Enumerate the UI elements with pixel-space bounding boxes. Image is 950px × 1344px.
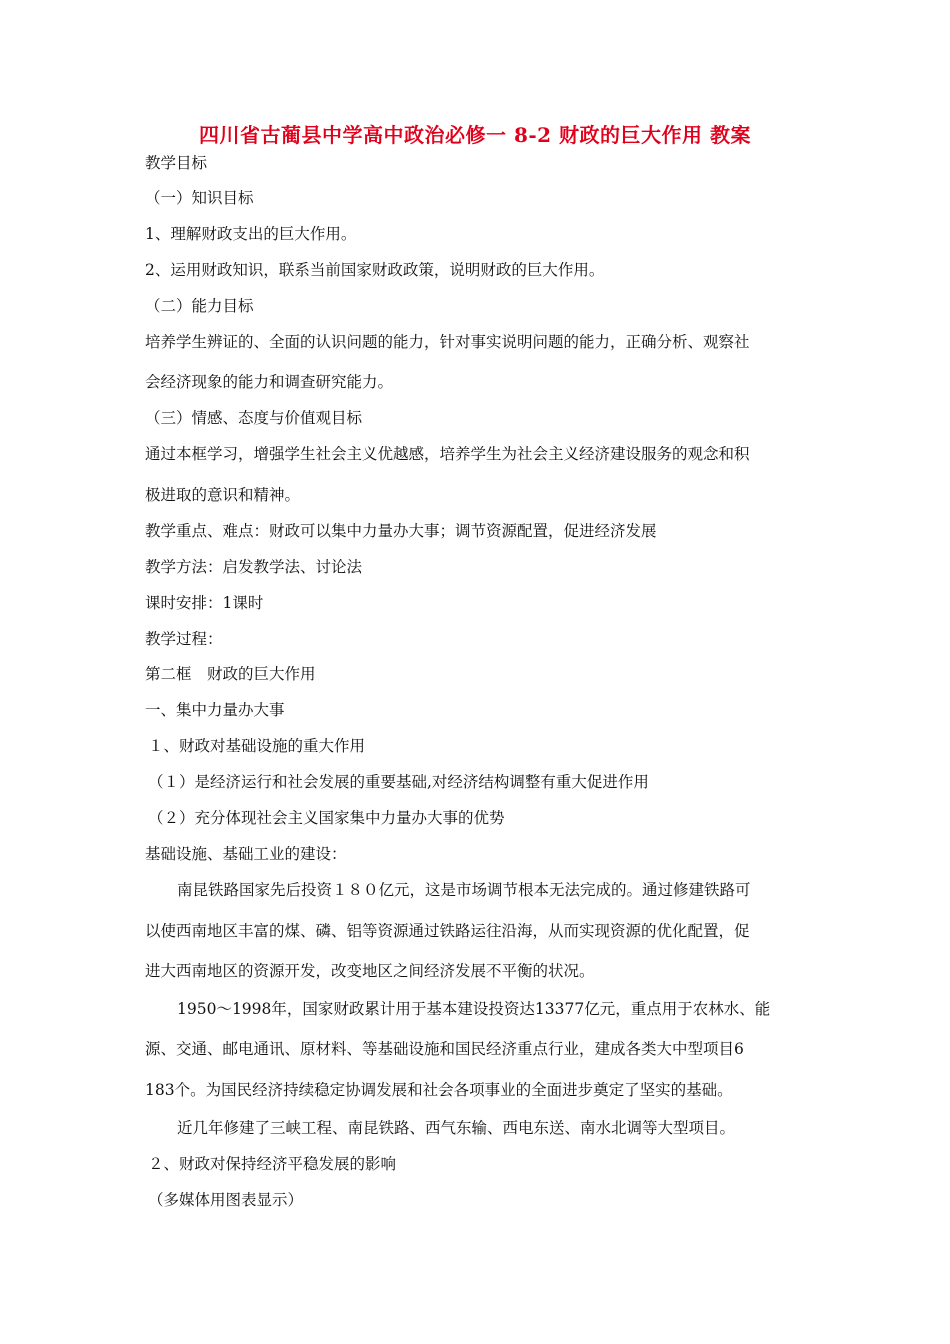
attitude-goal-text-1: 通过本框学习，增强学生社会主义优越感，培养学生为社会主义经济建设服务的观念和积 [145,445,750,463]
point-2-heading: ２、财政对保持经济平稳发展的影响 [148,1155,397,1173]
paragraph-investment-1: 1950～1998年，国家财政累计用于基本建设投资达13377亿元，重点用于农林水、能 [177,1000,771,1018]
point-1-heading: １、财政对基础设施的重大作用 [148,737,366,755]
paragraph-nankun-2: 以使西南地区丰富的煤、磷、铝等资源通过铁路运往沿海，从而实现资源的优化配置，促 [145,922,750,940]
infrastructure-heading: 基础设施、基础工业的建设： [145,845,347,863]
attitude-goal-text-2: 极进取的意识和精神。 [145,486,301,504]
multimedia-note: （多媒体用图表显示） [148,1191,304,1209]
heading-attitude-goals: （三）情感、态度与价值观目标 [145,409,363,427]
heading-ability-goals: （二）能力目标 [145,297,254,315]
paragraph-investment-3: 183个。为国民经济持续稳定协调发展和社会各项事业的全面进步奠定了坚实的基础。 [145,1081,733,1099]
section-heading: 第二框 财政的巨大作用 [145,665,316,683]
knowledge-goal-1: 1、理解财政支出的巨大作用。 [145,225,357,243]
paragraph-investment-2: 源、交通、邮电通讯、原材料、等基础设施和国民经济重点行业，建成各类大中型项目6 [145,1040,744,1058]
class-hours: 课时安排：1课时 [145,594,264,612]
knowledge-goal-2: 2、运用财政知识，联系当前国家财政政策，说明财政的巨大作用。 [145,261,605,279]
paragraph-projects: 近几年修建了三峡工程、南昆铁路、西气东输、西电东送、南水北调等大型项目。 [177,1119,736,1137]
part-one-heading: 一、集中力量办大事 [145,701,285,719]
ability-goal-text-2: 会经济现象的能力和调查研究能力。 [145,373,394,391]
paragraph-nankun-1: 南昆铁路国家先后投资１８０亿元，这是市场调节根本无法完成的。通过修建铁路可 [177,881,751,899]
paragraph-nankun-3: 进大西南地区的资源开发，改变地区之间经济发展不平衡的状况。 [145,962,595,980]
heading-teaching-goals: 教学目标 [145,154,208,172]
key-points: 教学重点、难点：财政可以集中力量办大事；调节资源配置，促进经济发展 [145,522,657,540]
teaching-methods: 教学方法：启发教学法、讨论法 [145,558,363,576]
heading-teaching-process: 教学过程： [145,630,223,648]
point-1-item-2: （２）充分体现社会主义国家集中力量办大事的优势 [148,809,505,827]
document-title: 四川省古蔺县中学高中政治必修一 8-2 财政的巨大作用 教案 [198,123,752,147]
point-1-item-1: （１）是经济运行和社会发展的重要基础,对经济结构调整有重大促进作用 [148,773,649,791]
heading-knowledge-goals: （一）知识目标 [145,189,254,207]
ability-goal-text-1: 培养学生辨证的、全面的认识问题的能力，针对事实说明问题的能力，正确分析、观察社 [145,333,750,351]
